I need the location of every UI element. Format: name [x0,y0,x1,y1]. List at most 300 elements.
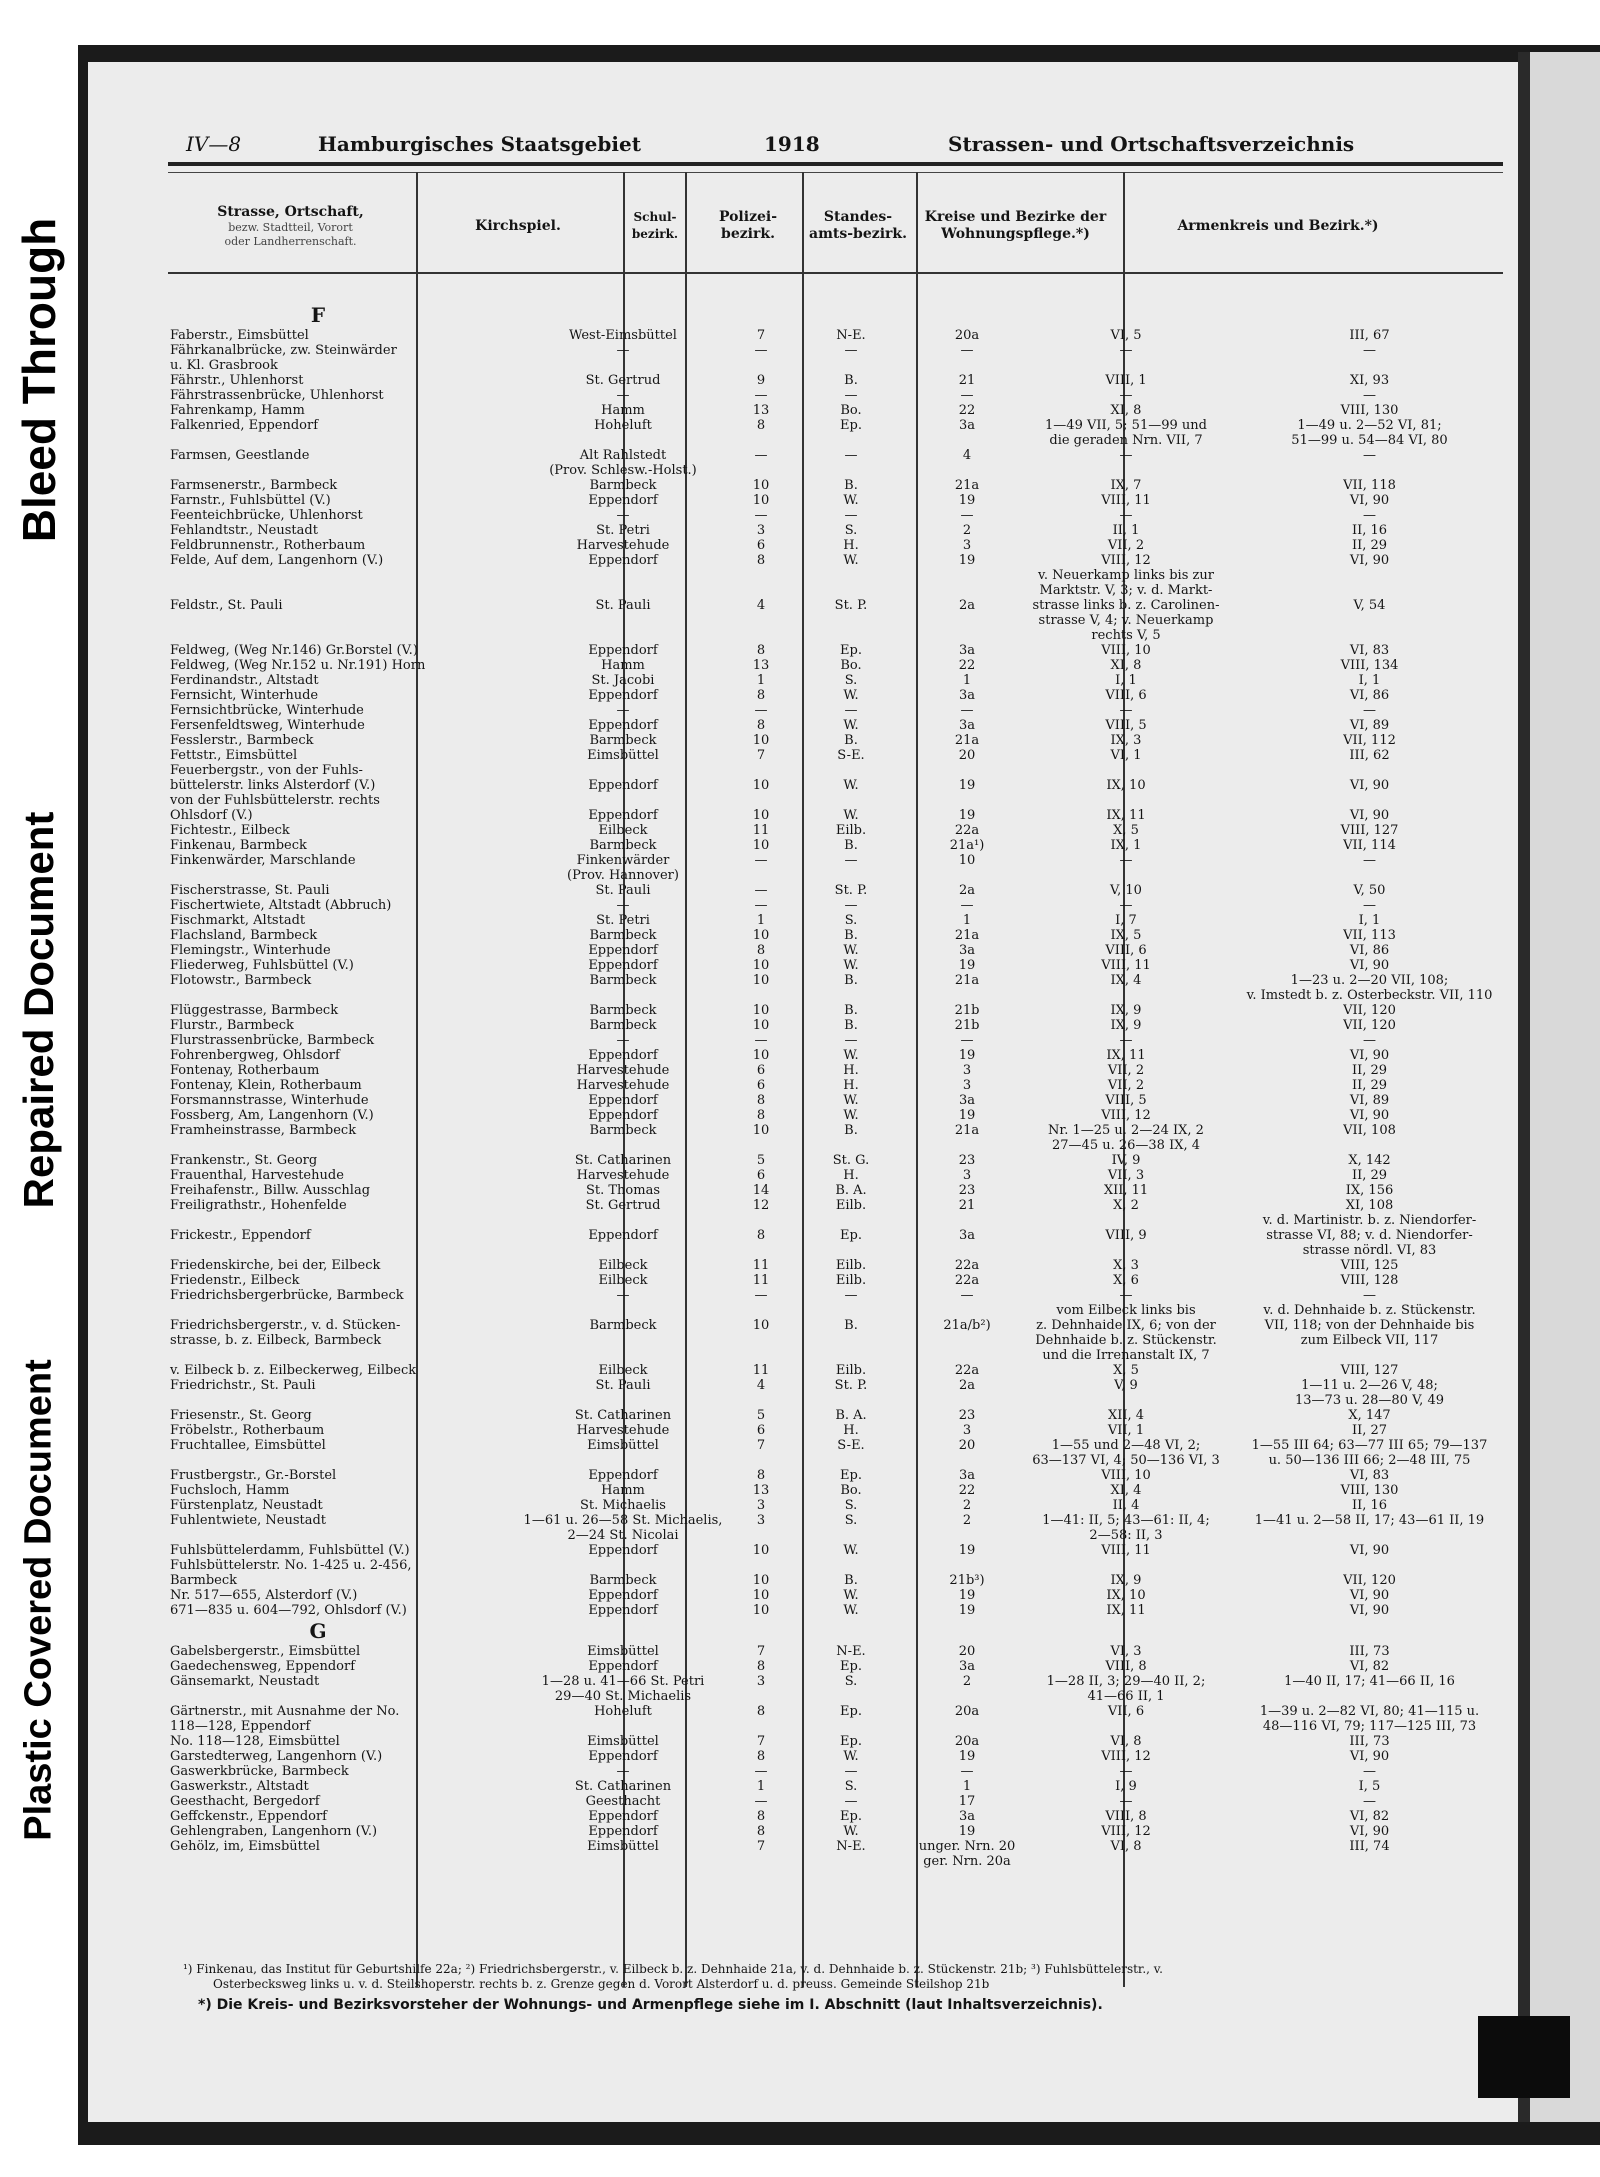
street-cell: Farmsenerstr., Barmbeck [170,478,338,493]
kirchspiel-cell: — [616,508,630,523]
kreise-cell: IX, 1 [1110,838,1142,853]
standesamt-cell: 3 [962,1423,972,1438]
polizei-cell: B. [844,973,858,988]
kreise-cell: II, 1 [1112,523,1140,538]
street-cell: Frauenthal, Harvestehude [170,1168,344,1183]
standesamt-cell: 22 [958,403,976,418]
schulbezirk-cell [733,793,789,808]
armenkreis-cell: VII, 120 [1343,1018,1396,1033]
kreise-cell: IX, 3 [1110,733,1142,748]
table-row [168,1779,1508,1794]
street-cell: Fontenay, Klein, Rotherbaum [170,1078,362,1093]
page-subtitle: Strassen- und Ortschaftsverzeichnis [948,132,1355,156]
kreise-cell: VIII, 6 [1105,688,1147,703]
street-cell: Fischmarkt, Altstadt [170,913,306,928]
kirchspiel-cell [513,988,733,1003]
polizei-cell: B. [844,1018,858,1033]
polizei-cell: W. [843,943,859,958]
table-row [168,1168,1508,1183]
armenkreis-cell: III, 74 [1349,1839,1390,1854]
street-cell: Frustbergstr., Gr.-Borstel [170,1468,337,1483]
kirchspiel-cell: Eilbeck [598,1273,648,1288]
schulbezirk-cell: 11 [752,1363,770,1378]
standesamt-cell: 3 [962,1078,972,1093]
street-cell [168,1528,513,1543]
kirchspiel-cell [513,1303,733,1318]
armenkreis-cell: VIII, 127 [1340,1363,1399,1378]
street-cell: Fürstenplatz, Neustadt [170,1498,323,1513]
schulbezirk-cell: 13 [752,403,770,418]
table-row [168,523,1508,538]
schulbezirk-cell [733,1333,789,1348]
kreise-cell: 1—49 VII, 5; 51—99 und [1045,418,1207,433]
street-cell: Gehölz, im, Eimsbüttel [170,1839,320,1854]
kreise-cell: VIII, 8 [1105,1659,1147,1674]
street-cell: 671—835 u. 604—792, Ohlsdorf (V.) [170,1603,407,1618]
standesamt-cell: 23 [958,1153,976,1168]
kreise-cell: V, 9 [1114,1378,1138,1393]
armenkreis-cell [1231,1138,1508,1153]
polizei-cell: B. A. [835,1183,867,1198]
schulbezirk-cell: 11 [752,1273,770,1288]
col-kirchspiel-header: Kirchspiel. [475,217,561,234]
kirchspiel-cell: St. Catharinen [574,1408,672,1423]
street-cell: Fersenfeldtsweg, Winterhude [170,718,365,733]
table-row [168,1483,1508,1498]
street-cell: Fichtestr., Eilbeck [170,823,290,838]
footnote-bold: *) Die Kreis- und Bezirksvorsteher der Wohnungs- und Armenpflege siehe im I. Abschnitt (laut Inhaltsverzeichnis). [198,1997,1103,2013]
table-row [168,358,1508,373]
table-row [168,1824,1508,1839]
armenkreis-cell: I, 1 [1358,913,1381,928]
schulbezirk-cell: 10 [752,1588,770,1603]
polizei-cell: S. [844,1779,858,1794]
table-row [168,1704,1508,1719]
polizei-cell: St. P. [834,598,868,613]
kirchspiel-cell: Eppendorf [588,778,658,793]
section-letter: F [310,303,326,327]
kreise-cell: X, 3 [1113,1258,1139,1273]
kirchspiel-cell: Barmbeck [589,838,657,853]
kreise-cell: VIII, 11 [1101,1543,1151,1558]
armenkreis-cell: VI, 86 [1349,688,1390,703]
standesamt-cell: 21a/b²) [943,1318,991,1333]
kirchspiel-cell: Eppendorf [588,943,658,958]
armenkreis-cell: II, 27 [1351,1423,1388,1438]
polizei-cell: H. [843,538,859,553]
armenkreis-cell: VI, 90 [1349,553,1390,568]
kirchspiel-cell [513,583,733,598]
armenkreis-cell: VI, 90 [1349,808,1390,823]
armenkreis-cell: VII, 120 [1343,1573,1396,1588]
kirchspiel-cell: — [616,898,630,913]
standesamt-cell: 1 [962,913,972,928]
kirchspiel-cell: Eppendorf [588,1048,658,1063]
kirchspiel-cell: Barmbeck [589,973,657,988]
armenkreis-cell: 48—116 VI, 79; 117—125 III, 73 [1262,1719,1477,1734]
kreise-cell: IX, 10 [1106,778,1146,793]
standesamt-cell: 3a [958,1809,976,1824]
armenkreis-cell: — [1363,898,1376,913]
schulbezirk-cell: 8 [756,943,766,958]
kirchspiel-cell: Eppendorf [588,643,658,658]
kirchspiel-cell: Barmbeck [589,1003,657,1018]
kreise-cell: z. Dehnhaide IX, 6; von der [1036,1318,1216,1333]
table-row [168,1213,1508,1228]
armenkreis-cell [1231,628,1508,643]
standesamt-cell: unger. Nrn. 20 [918,1839,1016,1854]
kreise-cell: I, 9 [1115,1779,1137,1794]
armenkreis-cell: II, 29 [1351,1078,1388,1093]
table-row [168,1839,1508,1854]
armenkreis-cell [1231,1854,1508,1869]
table-row [168,703,1508,718]
kreise-cell [1021,868,1231,883]
table-row [168,1543,1508,1558]
schulbezirk-cell: 10 [752,1123,770,1138]
kirchspiel-cell: Eilbeck [598,1363,648,1378]
kreise-cell: v. Neuerkamp links bis zur [1038,568,1214,583]
table-row [168,1228,1508,1243]
kirchspiel-cell [513,793,733,808]
street-cell: Fruchtallee, Eimsbüttel [170,1438,326,1453]
table-row [168,1588,1508,1603]
standesamt-cell: — [960,1764,974,1779]
armenkreis-cell: — [1363,1794,1376,1809]
street-cell: Fernsicht, Winterhude [170,688,319,703]
schulbezirk-cell: 8 [756,418,766,433]
kirchspiel-cell: Eppendorf [588,808,658,823]
schulbezirk-cell [733,1348,789,1363]
polizei-cell: W. [843,1543,859,1558]
table-row [168,1123,1508,1138]
kreise-cell: vom Eilbeck links bis [1056,1303,1196,1318]
armenkreis-cell: VI, 89 [1349,1093,1390,1108]
street-cell: Friedrichstr., St. Pauli [170,1378,316,1393]
kirchspiel-cell: Eppendorf [588,1108,658,1123]
polizei-cell: S. [844,1498,858,1513]
standesamt-cell: 21b³) [949,1573,985,1588]
schulbezirk-cell: 10 [752,808,770,823]
polizei-cell: B. [844,733,858,748]
street-cell: Freiligrathstr., Hohenfelde [170,1198,347,1213]
street-cell: Fischerstrasse, St. Pauli [170,883,330,898]
schulbezirk-cell: 6 [756,1063,766,1078]
standesamt-cell: 22 [958,658,976,673]
armenkreis-cell [1231,463,1508,478]
kirchspiel-cell [513,1213,733,1228]
table-row [168,973,1508,988]
armenkreis-cell: III, 73 [1349,1734,1390,1749]
standesamt-cell: 19 [958,553,976,568]
table-row [168,1573,1508,1588]
kirchspiel-cell: St. Pauli [595,883,651,898]
kirchspiel-cell: St. Pauli [595,598,651,613]
kreise-cell: — [1119,1033,1133,1048]
schulbezirk-cell: 6 [756,1078,766,1093]
kirchspiel-cell: St. Gertrud [585,373,661,388]
polizei-cell: St. P. [834,1378,868,1393]
kreise-cell: VIII, 12 [1101,1749,1151,1764]
polizei-cell [789,988,913,1003]
polizei-cell [789,568,913,583]
table-row [168,328,1508,343]
table-row [168,958,1508,973]
polizei-cell: Eilb. [835,1258,867,1273]
col-strasse-header: Strasse, Ortschaft, bezw. Stadtteil, Vorort oder Landherrenschaft. [217,203,364,248]
street-cell: Flotowstr., Barmbeck [170,973,312,988]
polizei-cell: W. [843,1588,859,1603]
kreise-cell [1021,1719,1231,1734]
kirchspiel-cell: West-Eimsbüttel [569,328,677,343]
standesamt-cell: 21a [954,1123,980,1138]
kreise-cell [1021,988,1231,1003]
street-cell: Garstedterweg, Langenhorn (V.) [170,1749,383,1764]
street-cell: Fernsichtbrücke, Winterhude [170,703,364,718]
kirchspiel-cell: — [616,343,630,358]
polizei-cell: H. [843,1423,859,1438]
table-row [168,583,1508,598]
schulbezirk-cell [733,583,789,598]
table-row [168,1408,1508,1423]
street-cell: Flachsland, Barmbeck [170,928,318,943]
armenkreis-cell: VI, 90 [1349,1108,1390,1123]
kirchspiel-cell: Eppendorf [588,688,658,703]
kreise-cell: IX, 11 [1106,808,1146,823]
armenkreis-cell [1231,358,1508,373]
polizei-cell: W. [843,1048,859,1063]
street-cell [168,1213,513,1228]
kreise-cell: 1—28 II, 3; 29—40 II, 2; [1046,1674,1206,1689]
table-row [168,568,1508,583]
armenkreis-cell [1231,568,1508,583]
schulbezirk-cell: 11 [752,823,770,838]
kirchspiel-cell [513,1138,733,1153]
armenkreis-cell: VII, 113 [1343,928,1396,943]
table-row [168,988,1508,1003]
street-cell: Gänsemarkt, Neustadt [170,1674,320,1689]
polizei-cell [789,1528,913,1543]
kirchspiel-cell [513,763,733,778]
street-cell [168,1138,513,1153]
polizei-cell: B. [844,478,858,493]
standesamt-cell [913,628,1021,643]
standesamt-cell: 1 [962,1779,972,1794]
standesamt-cell: ger. Nrn. 20a [923,1854,1011,1869]
standesamt-cell: 21a¹) [949,838,985,853]
polizei-cell [789,1348,913,1363]
standesamt-cell: 1 [962,673,972,688]
kreise-cell: I, 7 [1115,913,1137,928]
street-cell: Fuhlsbüttelerdamm, Fuhlsbüttel (V.) [170,1543,410,1558]
standesamt-cell: 2a [958,598,976,613]
schulbezirk-cell: 11 [752,1258,770,1273]
standesamt-cell: 19 [958,1824,976,1839]
polizei-cell: H. [843,1168,859,1183]
table-row [168,913,1508,928]
table-row [168,1033,1508,1048]
schulbezirk-cell: — [754,388,768,403]
standesamt-cell: 3 [962,1168,972,1183]
street-cell: Fossberg, Am, Langenhorn (V.) [170,1108,374,1123]
table-row [168,1333,1508,1348]
schulbezirk-cell: — [754,898,768,913]
kirchspiel-cell: Alt Rahlstedt [579,448,667,463]
standesamt-cell: 21a [954,733,980,748]
polizei-cell: W. [843,493,859,508]
kirchspiel-cell: 1—28 u. 41—66 St. Petri [541,1674,705,1689]
standesamt-cell: 3a [958,718,976,733]
table-row [168,1288,1508,1303]
schulbezirk-cell: — [754,1033,768,1048]
col-polizei-header: Polizei-bezirk. [718,209,778,242]
kreise-cell: XII, 11 [1103,1183,1149,1198]
standesamt-cell: 20a [954,1704,980,1719]
kreise-cell: XI, 4 [1110,1483,1142,1498]
kreise-cell: VI, 8 [1110,1839,1142,1854]
schulbezirk-cell [733,1528,789,1543]
table-row [168,418,1508,433]
armenkreis-cell: — [1363,508,1376,523]
kreise-cell: X, 6 [1113,1273,1139,1288]
kirchspiel-cell: Eppendorf [588,1603,658,1618]
kirchspiel-cell [513,613,733,628]
kirchspiel-cell: 1—61 u. 26—58 St. Michaelis, [523,1513,723,1528]
schulbezirk-cell: 10 [752,1018,770,1033]
polizei-cell: W. [843,553,859,568]
standesamt-cell [913,583,1021,598]
polizei-cell [789,358,913,373]
schulbezirk-cell [733,463,789,478]
standesamt-cell [913,1138,1021,1153]
kreise-cell: — [1119,448,1133,463]
polizei-cell: Ep. [840,1809,862,1824]
kirchspiel-cell [513,1854,733,1869]
schulbezirk-cell [733,628,789,643]
kreise-cell: 27—45 u. 26—38 IX, 4 [1052,1138,1200,1153]
kirchspiel-cell: Harvestehude [576,1063,670,1078]
kirchspiel-cell: Eppendorf [588,1228,658,1243]
standesamt-cell: 20 [958,1438,976,1453]
armenkreis-cell: — [1363,1764,1376,1779]
kreise-cell: VI, 3 [1110,1644,1142,1659]
schulbezirk-cell [733,1138,789,1153]
armenkreis-cell: u. 50—136 III 66; 2—48 III, 75 [1268,1453,1471,1468]
kreise-cell: strasse V, 4; v. Neuerkamp [1038,613,1214,628]
kreise-cell: VI, 5 [1110,328,1142,343]
polizei-cell: H. [843,1078,859,1093]
standesamt-cell: — [960,1033,974,1048]
kreise-cell: VIII, 5 [1105,718,1147,733]
schulbezirk-cell: 1 [756,913,766,928]
kirchspiel-cell: Eppendorf [588,493,658,508]
schulbezirk-cell: — [754,1288,768,1303]
armenkreis-cell: III, 67 [1349,328,1390,343]
polizei-cell: Eilb. [835,1198,867,1213]
polizei-cell [789,793,913,808]
table-row [168,1689,1508,1704]
kreise-cell: 2—58: II, 3 [1089,1528,1163,1543]
schulbezirk-cell [733,763,789,778]
armenkreis-cell: 13—73 u. 28—80 V, 49 [1295,1393,1444,1408]
polizei-cell: — [844,448,858,463]
kirchspiel-cell: Harvestehude [576,1423,670,1438]
schulbezirk-cell: 8 [756,1659,766,1674]
standesamt-cell [913,1558,1021,1573]
table-row [168,883,1508,898]
kreise-cell: 63—137 VI, 4; 50—136 VI, 3 [1032,1453,1220,1468]
armenkreis-cell: 1—55 III 64; 63—77 III 65; 79—137 [1251,1438,1488,1453]
table-row [168,1153,1508,1168]
street-cell: u. Kl. Grasbrook [170,358,278,373]
armenkreis-cell: — [1363,448,1376,463]
table-row [168,928,1508,943]
table-row [168,1809,1508,1824]
table-row [168,598,1508,613]
polizei-cell: B. [844,928,858,943]
kirchspiel-cell: Eimsbüttel [587,1839,659,1854]
street-cell: v. Eilbeck b. z. Eilbeckerweg, Eilbeck [170,1363,417,1378]
schulbezirk-cell: 6 [756,1168,766,1183]
schulbezirk-cell: 8 [756,1228,766,1243]
armenkreis-cell: strasse nördl. VI, 83 [1302,1243,1437,1258]
kreise-cell: Marktstr. V, 3; v. d. Markt- [1039,583,1213,598]
standesamt-cell: 3 [962,1063,972,1078]
street-cell: 118—128, Eppendorf [170,1719,311,1734]
table-row [168,1603,1508,1618]
schulbezirk-cell: 4 [756,1378,766,1393]
schulbezirk-cell [733,1689,789,1704]
polizei-cell [789,1393,913,1408]
armenkreis-cell: 1—23 u. 2—20 VII, 108; [1290,973,1449,988]
standesamt-cell: — [960,703,974,718]
schulbezirk-cell: 12 [752,1198,770,1213]
table-row [168,943,1508,958]
standesamt-cell [913,988,1021,1003]
street-cell [168,613,513,628]
armenkreis-cell [1231,1528,1508,1543]
schulbezirk-cell [733,433,789,448]
standesamt-cell: 20a [954,328,980,343]
standesamt-cell: 20 [958,1644,976,1659]
kirchspiel-cell [513,1453,733,1468]
polizei-cell: B. [844,1573,858,1588]
street-cell: Fahrenkamp, Hamm [170,403,305,418]
kreise-cell: VIII, 12 [1101,1108,1151,1123]
armenkreis-cell: 1—40 II, 17; 41—66 II, 16 [1284,1674,1455,1689]
kirchspiel-cell: Eilbeck [598,823,648,838]
kirchspiel-cell: Hoheluft [594,418,652,433]
polizei-cell: S-E. [837,748,865,763]
armenkreis-cell: X, 142 [1348,1153,1391,1168]
armenkreis-cell: VIII, 125 [1340,1258,1399,1273]
polizei-cell: Ep. [840,643,862,658]
standesamt-cell [913,793,1021,808]
kreise-cell: I, 1 [1115,673,1137,688]
armenkreis-cell: VI, 90 [1349,493,1390,508]
kirchspiel-cell: — [616,703,630,718]
armenkreis-cell: VI, 90 [1349,1588,1390,1603]
standesamt-cell [913,1528,1021,1543]
polizei-cell: S. [844,1674,858,1689]
col-standesamt-header: Standes-amts-bezirk. [809,209,907,242]
polizei-cell: N-E. [836,1839,866,1854]
polizei-cell: — [844,1764,858,1779]
armenkreis-cell: II, 16 [1351,523,1388,538]
schulbezirk-cell [733,1719,789,1734]
table-row [168,1183,1508,1198]
polizei-cell: B. [844,1318,858,1333]
